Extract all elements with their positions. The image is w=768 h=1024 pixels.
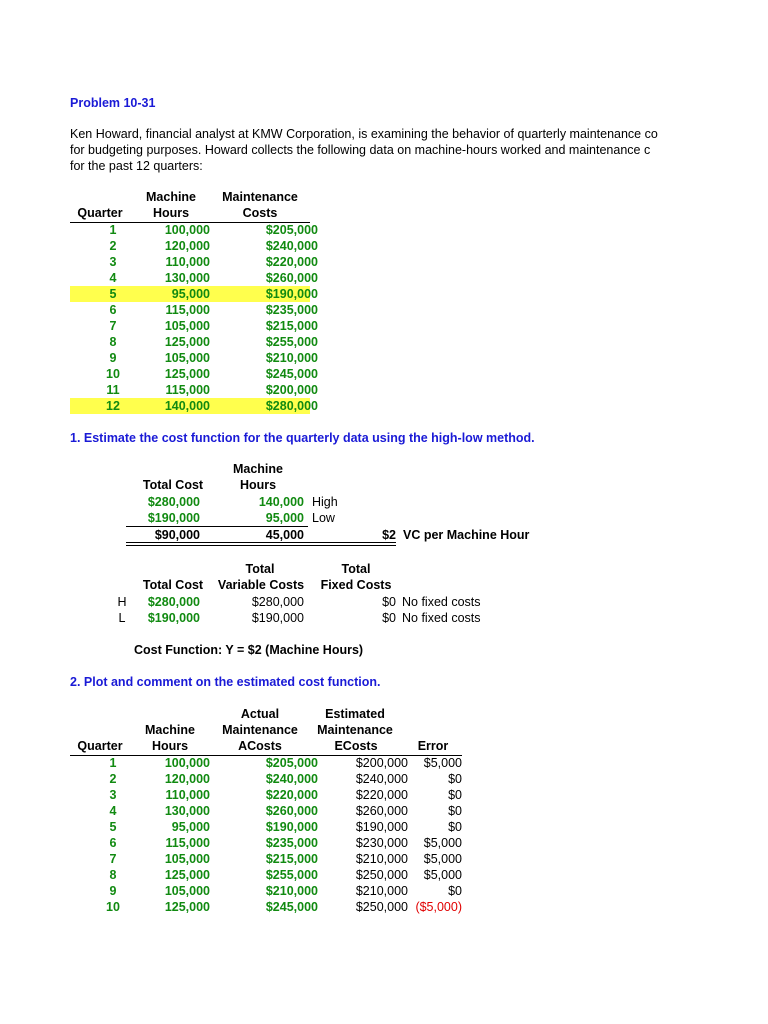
intro-line: for budgeting purposes. Howard collects the following data on machine-hours worked and maintenance c	[70, 143, 651, 157]
col-header-hours: Hours	[152, 206, 190, 220]
quarter-cell: 5	[109, 820, 117, 834]
col-header-actual: ACosts	[238, 739, 282, 753]
hours-cell: 105,000	[164, 351, 210, 365]
quarter-cell: 6	[109, 303, 117, 317]
hours-cell: 95,000	[171, 820, 210, 834]
col-header-tfc: Fixed Costs	[320, 578, 392, 592]
col-header-hours: Hours	[151, 739, 189, 753]
hours-cell: 115,000	[165, 836, 210, 850]
high-hours: 140,000	[258, 495, 304, 509]
intro-paragraph	[70, 126, 670, 174]
actual-cost-cell: $215,000	[265, 852, 318, 866]
col-header-tvc: Total	[245, 562, 275, 576]
q2-heading: 2. Plot and comment on the estimated cost function.	[70, 675, 381, 689]
quarter-cell: 5	[109, 287, 117, 301]
row-tag: L	[118, 611, 126, 625]
intro-line: for the past 12 quarters:	[70, 159, 203, 173]
col-header-hours: Machine	[144, 723, 195, 737]
fc-tfc: $0	[382, 595, 396, 609]
cost-function: Cost Function: Y = $2 (Machine Hours)	[134, 643, 364, 657]
table-row	[70, 302, 318, 318]
error-cell: $0	[448, 804, 462, 818]
cost-cell: $280,000	[265, 399, 318, 413]
error-cell: ($5,000)	[415, 900, 462, 914]
cost-cell: $260,000	[265, 271, 318, 285]
table-row	[70, 819, 462, 835]
hours-cell: 125,000	[164, 367, 210, 381]
error-cell: $5,000	[423, 868, 462, 882]
quarter-cell: 8	[109, 868, 117, 882]
cost-cell: $200,000	[265, 383, 318, 397]
fc-cost: $280,000	[147, 595, 200, 609]
quarter-cell: 11	[106, 383, 120, 397]
hours-cell: 120,000	[164, 239, 210, 253]
estimated-cost-cell: $260,000	[355, 804, 408, 818]
hours-cell: 110,000	[165, 788, 210, 802]
hours-cell: 140,000	[164, 399, 210, 413]
hours-cell: 115,000	[165, 303, 210, 317]
table-row	[70, 851, 462, 867]
cost-cell: $205,000	[265, 223, 318, 237]
estimated-cost-cell: $230,000	[355, 836, 408, 850]
quarter-cell: 8	[109, 335, 117, 349]
total-double-rule	[126, 542, 396, 546]
error-cell: $0	[448, 788, 462, 802]
actual-cost-cell: $220,000	[265, 788, 318, 802]
quarter-cell: 4	[109, 271, 117, 285]
col-header-hours: Hours	[239, 478, 277, 492]
table-row	[70, 382, 318, 398]
fc-tfc: $0	[382, 611, 396, 625]
hours-cell: 105,000	[164, 852, 210, 866]
table-row	[70, 883, 462, 899]
col-header-costs: Maintenance	[222, 190, 298, 204]
quarter-cell: 3	[109, 255, 117, 269]
cost-cell: $235,000	[265, 303, 318, 317]
table-row	[70, 899, 462, 915]
fc-cost: $190,000	[147, 611, 200, 625]
table-row	[70, 366, 318, 382]
estimated-cost-cell: $240,000	[355, 772, 408, 786]
intro-line: Ken Howard, financial analyst at KMW Corporation, is examining the behavior of quarterly maintenance co	[70, 127, 658, 141]
cost-cell: $210,000	[265, 351, 318, 365]
error-cell: $0	[448, 820, 462, 834]
error-cell: $5,000	[423, 836, 462, 850]
table-row	[70, 755, 462, 771]
quarter-cell: 7	[109, 852, 117, 866]
quarter-cell: 1	[109, 223, 117, 237]
table-row	[70, 270, 318, 286]
table-row	[70, 254, 318, 270]
cost-cell: $240,000	[265, 239, 318, 253]
actual-cost-cell: $235,000	[265, 836, 318, 850]
table-row	[70, 867, 462, 883]
low-label: Low	[312, 511, 335, 525]
cost-cell: $190,000	[265, 287, 318, 301]
cost-cell: $215,000	[265, 319, 318, 333]
actual-cost-cell: $205,000	[265, 756, 318, 770]
col-header-total-cost: Total Cost	[142, 578, 204, 592]
col-header-estimated: ECosts	[334, 739, 378, 753]
hours-cell: 100,000	[164, 756, 210, 770]
hours-cell: 110,000	[165, 255, 210, 269]
col-header-error: Error	[417, 739, 449, 753]
hours-cell: 100,000	[164, 223, 210, 237]
actual-cost-cell: $255,000	[265, 868, 318, 882]
estimated-cost-cell: $190,000	[355, 820, 408, 834]
quarter-cell: 2	[109, 772, 117, 786]
table-row	[70, 350, 318, 366]
hours-cell: 125,000	[164, 868, 210, 882]
table-row	[70, 771, 462, 787]
col-header-hours: Machine	[146, 190, 197, 204]
table-row	[70, 222, 318, 238]
hours-cell: 115,000	[165, 383, 210, 397]
table-row	[70, 835, 462, 851]
cost-cell: $245,000	[265, 367, 318, 381]
col-header-total-cost: Total Cost	[142, 478, 204, 492]
hours-cell: 125,000	[164, 900, 210, 914]
col-header-actual: Actual	[240, 707, 280, 721]
q1-heading: 1. Estimate the cost function for the quarterly data using the high-low method.	[70, 431, 535, 445]
estimated-cost-cell: $210,000	[355, 884, 408, 898]
estimated-cost-cell: $250,000	[355, 900, 408, 914]
vc-label: VC per Machine Hour	[403, 528, 530, 542]
data-table-body	[70, 222, 318, 414]
hours-cell: 95,000	[171, 287, 210, 301]
estimated-cost-cell: $250,000	[355, 868, 408, 882]
fc-tvc: $190,000	[251, 611, 304, 625]
diff-cost: $90,000	[154, 528, 200, 542]
table-row	[70, 398, 318, 414]
hours-cell: 130,000	[164, 804, 210, 818]
col-header-estimated: Maintenance	[317, 723, 393, 737]
actual-cost-cell: $240,000	[265, 772, 318, 786]
estimated-cost-cell: $220,000	[355, 788, 408, 802]
quarter-cell: 12	[106, 399, 120, 413]
actual-cost-cell: $210,000	[265, 884, 318, 898]
col-header-costs: Costs	[242, 206, 278, 220]
quarter-cell: 10	[106, 900, 120, 914]
col-header-quarter: Quarter	[77, 206, 123, 220]
col-header-actual: Maintenance	[222, 723, 298, 737]
quarter-cell: 4	[109, 804, 117, 818]
estimated-cost-cell: $200,000	[355, 756, 408, 770]
problem-title: Problem 10-31	[70, 96, 156, 110]
actual-cost-cell: $260,000	[265, 804, 318, 818]
estimated-cost-cell: $210,000	[355, 852, 408, 866]
error-cell: $0	[448, 884, 462, 898]
high-label: High	[312, 495, 338, 509]
col-header-tvc: Variable Costs	[217, 578, 305, 592]
hours-cell: 120,000	[164, 772, 210, 786]
vc-value: $2	[382, 528, 396, 542]
actual-cost-cell: $190,000	[265, 820, 318, 834]
estimate-table-body	[70, 755, 462, 915]
quarter-cell: 2	[109, 239, 117, 253]
cost-cell: $220,000	[265, 255, 318, 269]
actual-cost-cell: $245,000	[265, 900, 318, 914]
error-cell: $5,000	[423, 756, 462, 770]
error-cell: $0	[448, 772, 462, 786]
hours-cell: 130,000	[164, 271, 210, 285]
table-row	[70, 238, 318, 254]
hours-cell: 125,000	[164, 335, 210, 349]
fc-tvc: $280,000	[251, 595, 304, 609]
col-header-tfc: Total	[341, 562, 371, 576]
col-header-hours: Machine	[232, 462, 283, 476]
low-cost: $190,000	[147, 511, 200, 525]
col-header-quarter: Quarter	[77, 739, 123, 753]
quarter-cell: 7	[109, 319, 117, 333]
table-row	[70, 803, 462, 819]
col-header-estimated: Estimated	[325, 707, 385, 721]
diff-hours: 45,000	[265, 528, 304, 542]
error-cell: $5,000	[423, 852, 462, 866]
quarter-cell: 9	[109, 351, 117, 365]
fc-note: No fixed costs	[402, 611, 481, 625]
cost-cell: $255,000	[265, 335, 318, 349]
table-row	[70, 286, 318, 302]
quarter-cell: 6	[109, 836, 117, 850]
quarter-cell: 10	[106, 367, 120, 381]
fc-note: No fixed costs	[402, 595, 481, 609]
quarter-cell: 9	[109, 884, 117, 898]
quarter-cell: 3	[109, 788, 117, 802]
quarter-cell: 1	[109, 756, 117, 770]
table-row	[70, 318, 318, 334]
hours-cell: 105,000	[164, 884, 210, 898]
table-row	[70, 787, 462, 803]
hours-cell: 105,000	[164, 319, 210, 333]
table-row	[70, 334, 318, 350]
row-tag: H	[117, 595, 127, 609]
high-cost: $280,000	[147, 495, 200, 509]
low-hours: 95,000	[265, 511, 304, 525]
